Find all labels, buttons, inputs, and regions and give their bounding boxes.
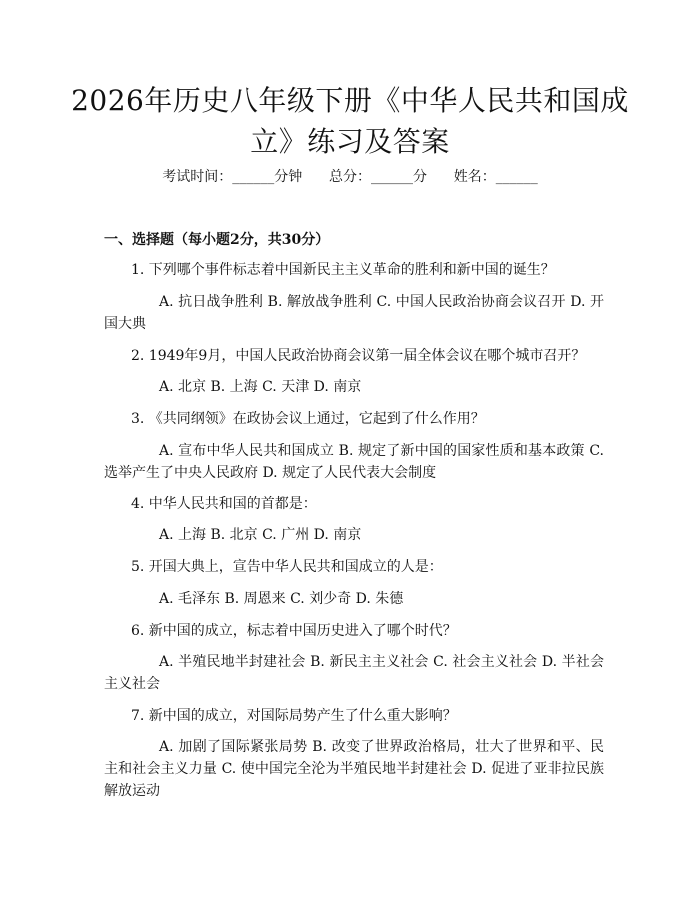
question-4-stem: 4. 中华人民共和国的首都是： — [131, 496, 317, 512]
question-6-stem: 6. 新中国的成立，标志着中国历史进入了哪个时代？ — [131, 623, 457, 639]
question-2-options: A. 北京 B. 上海 C. 天津 D. 南京 — [159, 379, 362, 395]
section-heading-multiple-choice: 一、选择题（每小题2分，共30分） — [104, 232, 330, 248]
question-6-options: A. 半殖民地半封建社会 B. 新民主主义社会 C. 社会主义社会 D. 半社会主义社会 — [104, 654, 604, 692]
question-7-stem: 7. 新中国的成立，对国际局势产生了什么重大影响？ — [131, 708, 457, 724]
document-title: 2026年历史八年级下册《中华人民共和国成立》练习及答案 — [71, 84, 629, 158]
question-5-options: A. 毛泽东 B. 周恩来 C. 刘少奇 D. 朱德 — [159, 591, 404, 607]
question-3-stem: 3. 《共同纲领》在政协会议上通过，它起到了什么作用？ — [131, 411, 485, 427]
question-3-options: A. 宣布中华人民共和国成立 B. 规定了新中国的国家性质和基本政策 C. 选举产生了中央人民政府 D. 规定了人民代表大会制度 — [104, 443, 604, 481]
question-4-options: A. 上海 B. 北京 C. 广州 D. 南京 — [159, 527, 362, 543]
question-1-options: A. 抗日战争胜利 B. 解放战争胜利 C. 中国人民政治协商会议召开 D. 开国大典 — [104, 294, 604, 332]
question-5-stem: 5. 开国大典上，宣告中华人民共和国成立的人是： — [131, 559, 443, 575]
question-1-stem: 1. 下列哪个事件标志着中国新民主主义革命的胜利和新中国的诞生？ — [131, 262, 555, 278]
question-2-stem: 2. 1949年9月，中国人民政治协商会议第一届全体会议在哪个城市召开？ — [131, 348, 586, 364]
exam-info-line: 考试时间：______分钟 总分：______分 姓名：______ — [162, 169, 538, 185]
question-7-options: A. 加剧了国际紧张局势 B. 改变了世界政治格局，壮大了世界和平、民主和社会主义力量 C. 使中国完全沦为半殖民地半封建社会 D. 促进了亚非拉民族解放运动 — [104, 739, 604, 799]
